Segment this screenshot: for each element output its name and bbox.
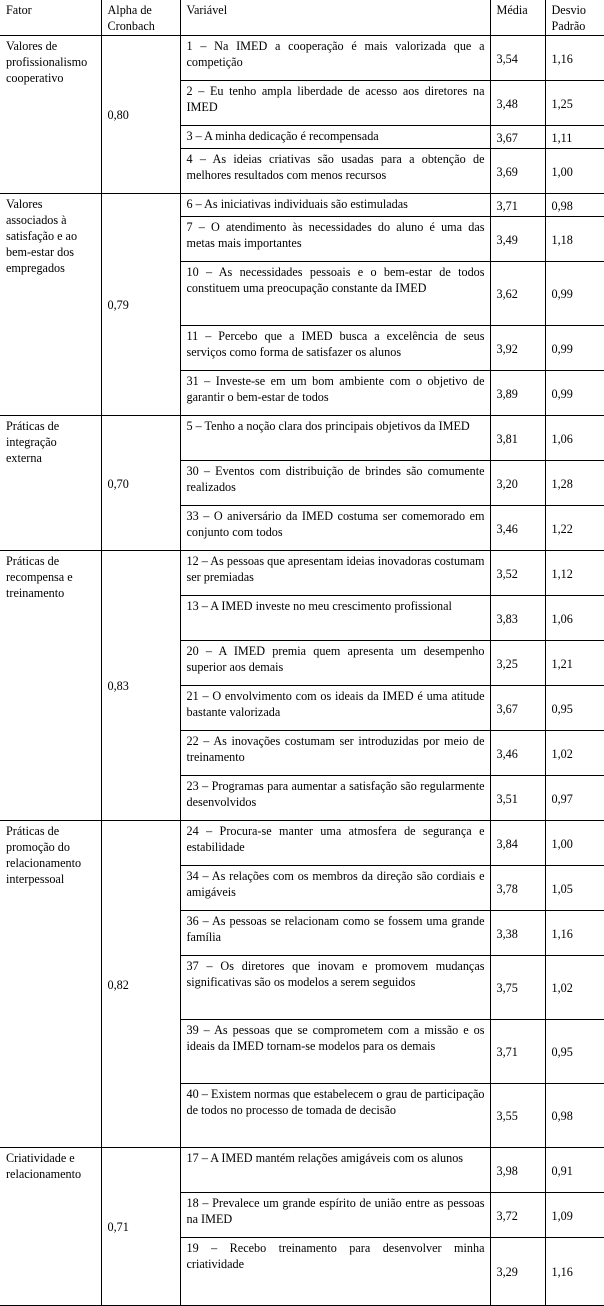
std-dev-value: 0,99 — [545, 261, 604, 325]
std-dev-value: 1,18 — [545, 216, 604, 261]
header-alpha-line1: Alpha de — [107, 3, 152, 17]
table-row — [0, 820, 604, 865]
std-dev-value: 1,22 — [545, 505, 604, 550]
variable-text: 2 – Eu tenho ampla liberdade de acesso aos diretores na IMED — [180, 80, 490, 125]
mean-value: 3,71 — [490, 1019, 545, 1083]
mean-value: 3,69 — [490, 148, 545, 193]
mean-value: 3,52 — [490, 550, 545, 595]
variable-text: 17 – A IMED mantém relações amigáveis com os alunos — [180, 1147, 490, 1192]
std-dev-value: 0,91 — [545, 1147, 604, 1192]
variable-text: 5 – Tenho a noção clara dos principais objetivos da IMED — [180, 415, 490, 460]
mean-value: 3,54 — [490, 35, 545, 80]
variable-text: 7 – O atendimento às necessidades do aluno é uma das metas mais importantes — [180, 216, 490, 261]
variable-text: 22 – As inovações costumam ser introduzidas por meio de treinamento — [180, 730, 490, 775]
variable-text: 34 – As relações com os membros da direção são cordiais e amigáveis — [180, 865, 490, 910]
variable-text: 19 – Recebo treinamento para desenvolver minha criatividade — [180, 1237, 490, 1305]
mean-value: 3,71 — [490, 193, 545, 216]
std-dev-value: 1,06 — [545, 595, 604, 640]
std-dev-value: 0,98 — [545, 193, 604, 216]
std-dev-value: 1,00 — [545, 148, 604, 193]
std-dev-value: 1,05 — [545, 865, 604, 910]
std-dev-value: 0,95 — [545, 1019, 604, 1083]
std-dev-value: 0,95 — [545, 685, 604, 730]
std-dev-value: 1,28 — [545, 460, 604, 505]
variable-text: 31 – Investe-se em um bom ambiente com o objetivo de garantir o bem-estar de todos — [180, 370, 490, 415]
variable-text: 13 – A IMED investe no meu crescimento profissional — [180, 595, 490, 640]
std-dev-value: 0,97 — [545, 775, 604, 820]
variable-text: 33 – O aniversário da IMED costuma ser comemorado em conjunto com todos — [180, 505, 490, 550]
cronbach-alpha: 0,71 — [101, 1147, 180, 1305]
mean-value: 3,62 — [490, 261, 545, 325]
variable-text: 37 – Os diretores que inovam e promovem mudanças significativas são os modelos a serem seguidos — [180, 955, 490, 1019]
std-dev-value: 0,99 — [545, 325, 604, 370]
mean-value: 3,75 — [490, 955, 545, 1019]
header-variavel: Variável — [180, 0, 490, 35]
variable-text: 39 – As pessoas que se comprometem com a missão e os ideais da IMED tornam-se modelos para os demais — [180, 1019, 490, 1083]
std-dev-value: 1,16 — [545, 1237, 604, 1305]
header-alpha — [101, 0, 180, 35]
mean-value: 3,92 — [490, 325, 545, 370]
table-row — [0, 1147, 604, 1192]
factor-name: Valores de profissionalismo cooperativo — [0, 35, 101, 193]
std-dev-value: 0,99 — [545, 370, 604, 415]
mean-value: 3,83 — [490, 595, 545, 640]
header-desvio — [545, 0, 604, 35]
variable-text: 4 – As ideias criativas são usadas para a obtenção de melhores resultados com menos recursos — [180, 148, 490, 193]
std-dev-value: 1,16 — [545, 35, 604, 80]
mean-value: 3,20 — [490, 460, 545, 505]
std-dev-value: 1,25 — [545, 80, 604, 125]
table-row — [0, 415, 604, 460]
factor-name: Práticas de integração externa — [0, 415, 101, 550]
mean-value: 3,48 — [490, 80, 545, 125]
variable-text: 3 – A minha dedicação é recompensada — [180, 125, 490, 148]
std-dev-value: 1,02 — [545, 955, 604, 1019]
std-dev-value: 1,12 — [545, 550, 604, 595]
std-dev-value: 1,02 — [545, 730, 604, 775]
variable-text: 24 – Procura-se manter uma atmosfera de segurança e estabilidade — [180, 820, 490, 865]
mean-value: 3,29 — [490, 1237, 545, 1305]
cronbach-alpha: 0,79 — [101, 193, 180, 415]
variable-text: 10 – As necessidades pessoais e o bem-estar de todos constituem uma preocupação constante da IMED — [180, 261, 490, 325]
mean-value: 3,72 — [490, 1192, 545, 1237]
header-media: Média — [490, 0, 545, 35]
table-row — [0, 550, 604, 595]
factor-name: Práticas de recompensa e treinamento — [0, 550, 101, 820]
mean-value: 3,84 — [490, 820, 545, 865]
mean-value: 3,51 — [490, 775, 545, 820]
mean-value: 3,49 — [490, 216, 545, 261]
variable-text: 36 – As pessoas se relacionam como se fossem uma grande família — [180, 910, 490, 955]
mean-value: 3,38 — [490, 910, 545, 955]
variable-text: 18 – Prevalece um grande espírito de união entre as pessoas na IMED — [180, 1192, 490, 1237]
mean-value: 3,55 — [490, 1083, 545, 1147]
variable-text: 12 – As pessoas que apresentam ideias inovadoras costumam ser premiadas — [180, 550, 490, 595]
mean-value: 3,67 — [490, 125, 545, 148]
cronbach-alpha: 0,83 — [101, 550, 180, 820]
std-dev-value: 1,06 — [545, 415, 604, 460]
std-dev-value: 1,00 — [545, 820, 604, 865]
std-dev-value: 0,98 — [545, 1083, 604, 1147]
mean-value: 3,78 — [490, 865, 545, 910]
variable-text: 23 – Programas para aumentar a satisfação são regularmente desenvolvidos — [180, 775, 490, 820]
mean-value: 3,46 — [490, 505, 545, 550]
variable-text: 1 – Na IMED a cooperação é mais valorizada que a competição — [180, 35, 490, 80]
table-row — [0, 193, 604, 216]
mean-value: 3,67 — [490, 685, 545, 730]
table-body — [0, 35, 604, 1305]
cronbach-alpha: 0,80 — [101, 35, 180, 193]
mean-value: 3,98 — [490, 1147, 545, 1192]
header-desvio-line2: Padrão — [551, 19, 586, 33]
variable-text: 6 – As iniciativas individuais são estimuladas — [180, 193, 490, 216]
std-dev-value: 1,21 — [545, 640, 604, 685]
header-alpha-line2: Cronbach — [107, 19, 155, 33]
header-desvio-line1: Desvio — [551, 3, 587, 17]
mean-value: 3,81 — [490, 415, 545, 460]
variable-text: 21 – O envolvimento com os ideais da IMED é uma atitude bastante valorizada — [180, 685, 490, 730]
factor-name: Práticas de promoção do relacionamento interpessoal — [0, 820, 101, 1147]
variable-text: 11 – Percebo que a IMED busca a excelência de seus serviços como forma de satisfazer os alunos — [180, 325, 490, 370]
mean-value: 3,89 — [490, 370, 545, 415]
std-dev-value: 1,16 — [545, 910, 604, 955]
header-fator: Fator — [0, 0, 101, 35]
variable-text: 20 – A IMED premia quem apresenta um desempenho superior aos demais — [180, 640, 490, 685]
std-dev-value: 1,09 — [545, 1192, 604, 1237]
variable-text: 40 – Existem normas que estabelecem o grau de participação de todos no processo de tomada de decisão — [180, 1083, 490, 1147]
table-row — [0, 35, 604, 80]
cronbach-alpha: 0,82 — [101, 820, 180, 1147]
cronbach-alpha: 0,70 — [101, 415, 180, 550]
mean-value: 3,46 — [490, 730, 545, 775]
table-header — [0, 0, 604, 35]
factor-name: Criatividade e relacionamento — [0, 1147, 101, 1305]
variable-text: 30 – Eventos com distribuição de brindes são comumente realizados — [180, 460, 490, 505]
factor-name: Valores associados à satisfação e ao bem-estar dos empregados — [0, 193, 101, 415]
mean-value: 3,25 — [490, 640, 545, 685]
std-dev-value: 1,11 — [545, 125, 604, 148]
